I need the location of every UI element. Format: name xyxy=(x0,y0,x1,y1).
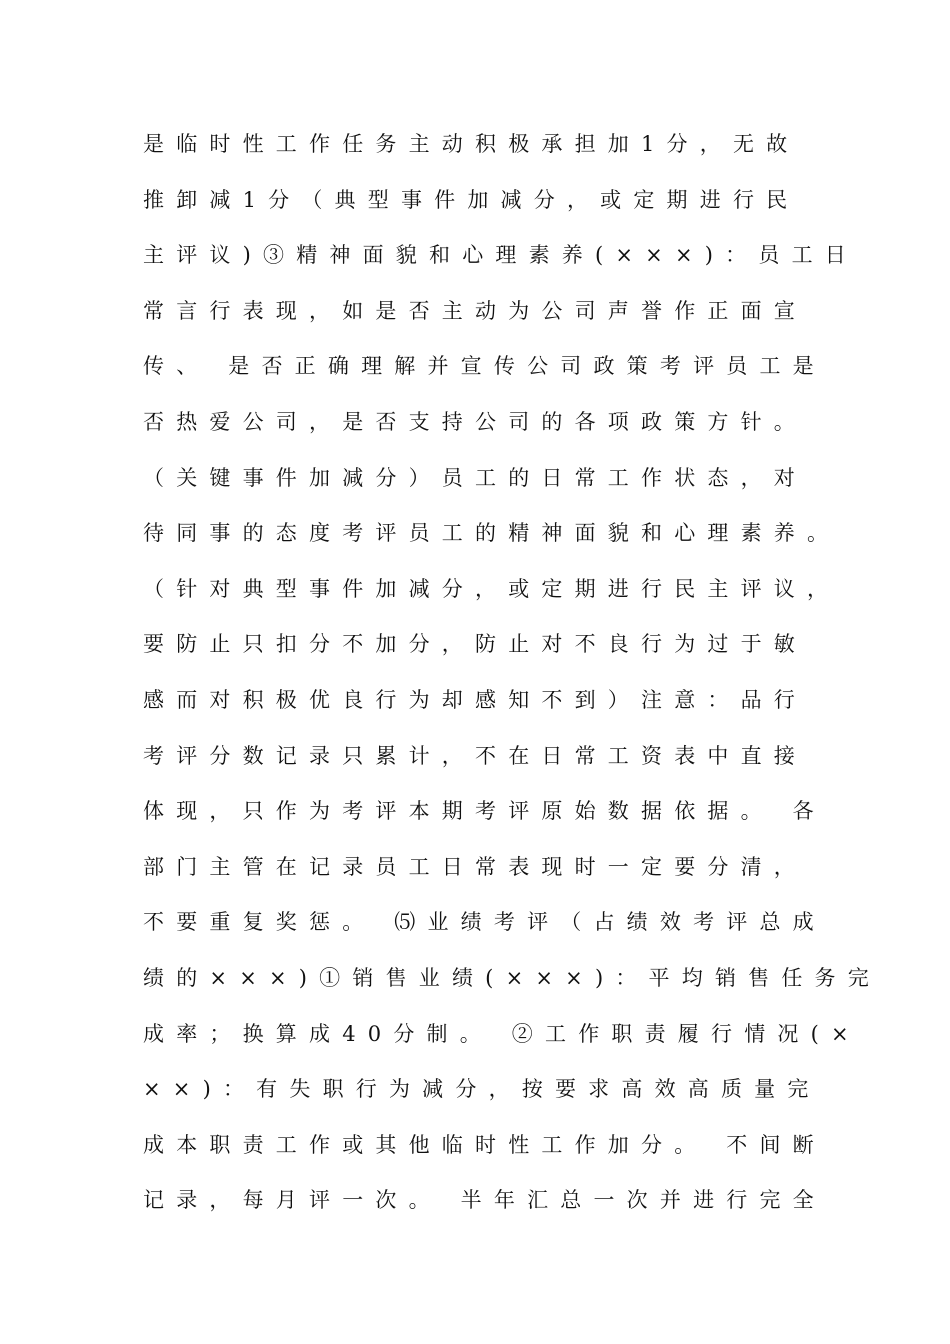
text-line: 传、 是否正确理解并宣传公司政策考评员工是 xyxy=(143,354,826,379)
text-line: 推卸减1分（典型事件加减分，或定期进行民 xyxy=(143,187,800,212)
text-line: 成率；换算成40分制。 ②工作职责履行情况(× xyxy=(143,1021,861,1046)
text-line: 否热爱公司，是否支持公司的各项政策方针。 xyxy=(143,409,807,434)
text-line: 考评分数记录只累计，不在日常工资表中直接 xyxy=(143,743,807,768)
body-text xyxy=(143,126,881,1238)
text-line: 常言行表现，如是否主动为公司声誉作正面宣 xyxy=(143,298,807,323)
text-line: （关键事件加减分）员工的日常工作状态，对 xyxy=(143,465,807,490)
text-line: 记录，每月评一次。 半年汇总一次并进行完全 xyxy=(143,1188,826,1213)
text-line: 体现，只作为考评本期考评原始数据依据。 各 xyxy=(143,799,826,824)
text-line: 绩的×××)①销售业绩(×××)：平均销售任务完 xyxy=(143,965,881,990)
text-line: 不要重复奖惩。 ⑸业绩考评（占绩效考评总成 xyxy=(143,910,826,935)
text-line: 感而对积极优良行为却感知不到）注意：品行 xyxy=(143,687,807,712)
text-line: 部门主管在记录员工日常表现时一定要分清， xyxy=(143,854,807,879)
text-line: 成本职责工作或其他临时性工作加分。 不间断 xyxy=(143,1132,826,1157)
text-line: 是临时性工作任务主动积极承担加1分，无故 xyxy=(143,132,800,156)
text-line: （针对典型事件加减分，或定期进行民主评议， xyxy=(143,576,841,601)
text-line: 要防止只扣分不加分，防止对不良行为过于敏 xyxy=(143,632,807,657)
text-line: 待同事的态度考评员工的精神面貌和心理素养。 xyxy=(143,521,841,546)
text-line: ××)：有失职行为减分，按要求高效高质量完 xyxy=(143,1077,821,1102)
text-line: 主评议)③精神面貌和心理素养(×××)：员工日 xyxy=(143,243,858,268)
